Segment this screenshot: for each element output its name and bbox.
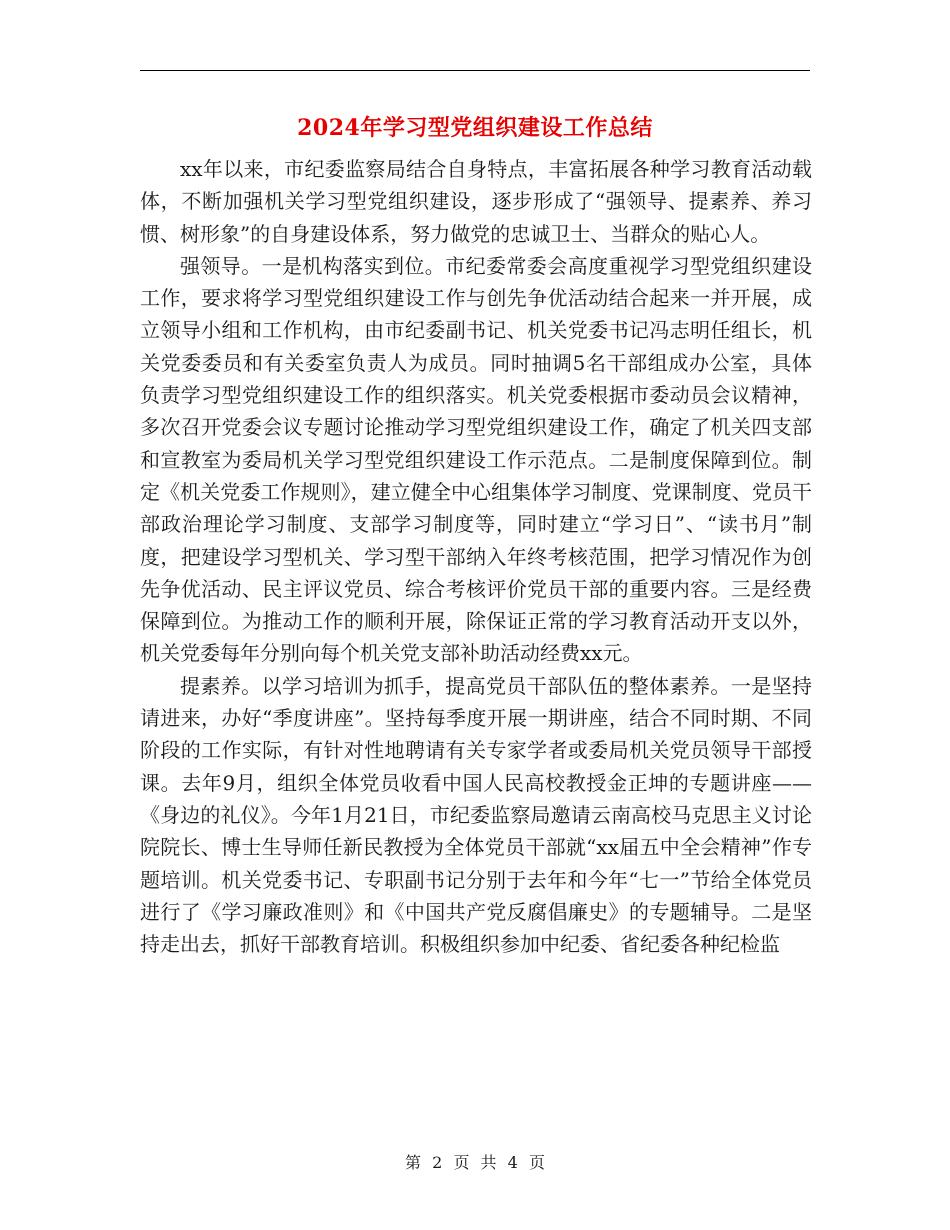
footer-prefix: 第 (405, 1153, 422, 1172)
paragraph-strengthen-leadership: 强领导。一是机构落实到位。市纪委常委会高度重视学习型党组织建设工作，要求将学习型党组织建设工作与创先争优活动结合起来一并开展，成立领导小组和工作机构，由市纪委副书记、机关党委书记冯志明任组长，机关党委委员和有关委室负责人为成员。同时抽调5名干部组成办公室，具体负责学习型党组织建设工作的组织落实。机关党委根据市委动员会议精神，多次召开党委会议专题讨论推动学习型党组织建设工作，确定了机关四支部和宣教室为委局机关学习型党组织建设工作示范点。二是制度保障到位。制定《机关党委工作规则》，建立健全中心组集体学习制度、党课制度、党员干部政治理论学习制度、支部学习制度等，同时建立“学习日”、“读书月”制度，把建设学习型机关、学习型干部纳入年终考核范围，把学习情况作为创先争优活动、民主评议党员、综合考核评价党员干部的重要内容。三是经费保障到位。为推动工作的顺利开展，除保证正常的学习教育活动开支以外，机关党委每年分别向每个机关党支部补助活动经费xx元。 (140, 253, 812, 666)
footer-total-prefix: 共 (480, 1153, 497, 1172)
footer-total-pages: 4 (507, 1153, 518, 1172)
page-footer (0, 1151, 950, 1175)
document-title: 2024年学习型党组织建设工作总结 (297, 115, 653, 141)
paragraph-improve-quality: 提素养。以学习培训为抓手，提高党员干部队伍的整体素养。一是坚持请进来，办好“季度讲座”。坚持每季度开展一期讲座，结合不同时期、不同阶段的工作实际，有针对性地聘请有关专家学者或委局机关党员领导干部授课。去年9月，组织全体党员收看中国人民高校教授金正坤的专题讲座——《身边的礼仪》。今年1月21日，市纪委监察局邀请云南高校马克思主义讨论院院长、博士生导师任新民教授为全体党员干部就“xx届五中全会精神”作专题培训。机关党委书记、专职副书记分别于去年和今年“七一”节给全体党员进行了《学习廉政准则》和《中国共产党反腐倡廉史》的专题辅导。二是坚持走出去，抓好干部教育培训。积极组织参加中纪委、省纪委各种纪检监 (140, 673, 812, 957)
footer-page-number: 2 (432, 1153, 443, 1172)
footer-page-unit: 页 (453, 1153, 470, 1172)
header-rule (140, 70, 810, 71)
paragraph-intro: xx年以来，市纪委监察局结合自身特点，丰富拓展各种学习教育活动载体，不断加强机关学习型党组织建设，逐步形成了“强领导、提素养、养习惯、树形象”的自身建设体系，努力做党的忠诚卫士、当群众的贴心人。 (140, 157, 812, 246)
document-body (140, 153, 812, 960)
footer-total-unit: 页 (528, 1153, 545, 1172)
